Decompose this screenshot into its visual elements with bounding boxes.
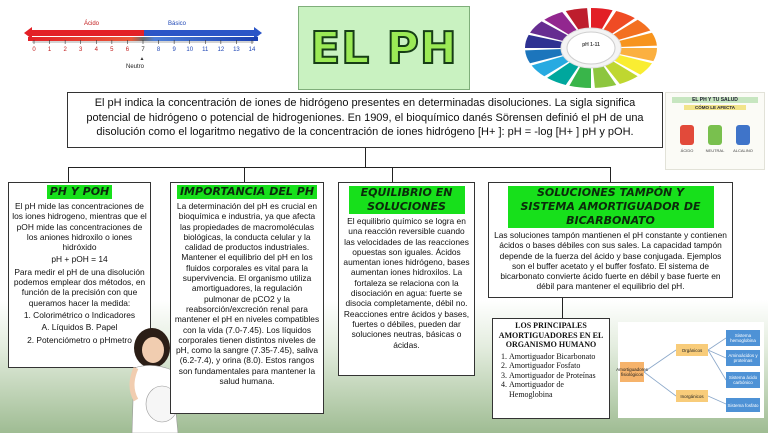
ph-poh-formula: pH + pOH = 14	[51, 254, 108, 265]
scale-tick-label: 7	[141, 47, 145, 53]
ph-color-wheel	[520, 4, 662, 92]
acid-label: Ácido	[84, 21, 100, 27]
page-title: EL PH	[310, 22, 458, 74]
connector-4	[610, 167, 611, 182]
connector-3	[392, 167, 393, 182]
scale-tick-label: 6	[125, 47, 130, 53]
scale-tick-label: 14	[248, 47, 256, 53]
importancia-text: La determinación del pH es crucial en bioquímica e industria, ya que afecta las propiedades de macromoléculas biológicas, la conducta celular y la calidad de productos industriales. Mantener el equilibrio del pH en los fluidos corporales es vital para la supervivencia. El organismo utiliza amortiguadores, la regulación pulmonar de pCO2 y la reabsorción/excreción renal para mantener el pH en niveles compatibles con la vida (7.0-7.45). Los líquidos corporales tienen distintos niveles de pH, como la sangre (7.35-7.45), saliva (6.2-7.4), y orina (8.0). Estos rangos son fundamentales para mantener la salud humana.	[174, 201, 320, 387]
amortiguador-item: 3. Amortiguador de Proteínas	[509, 371, 605, 381]
ph-poh-method-1: 1. Colorimétrico o Indicadores	[23, 309, 136, 320]
health-illustration	[665, 92, 765, 170]
svg-text:▲: ▲	[139, 56, 145, 62]
acid-figure-icon	[680, 125, 694, 145]
mini-concept-map	[618, 322, 764, 418]
alkaline-figure-icon	[736, 125, 750, 145]
scale-tick-label: 3	[79, 47, 83, 53]
section-tampon-title: SOLUCIONES TAMPÓN Y SISTEMA AMORTIGUADOR DE BICARBONATO	[508, 186, 714, 228]
scale-tick-label: 1	[47, 47, 52, 53]
page-title-box	[298, 6, 470, 90]
scale-tick-label: 2	[63, 47, 67, 53]
section-importancia-title: IMPORTANCIA DEL PH	[177, 185, 317, 199]
health-label-neutral: NEUTRAL	[705, 148, 725, 153]
scale-tick-label: 8	[156, 47, 161, 53]
health-subtitle: CÓMO LE AFECTA	[684, 105, 746, 110]
ph-poh-method-2: 2. Potenciómetro o pHmetro	[27, 334, 132, 345]
health-title: EL PH Y TU SALUD	[672, 97, 758, 103]
mini-map-leaf: Sistema hemoglobina	[726, 330, 760, 346]
scale-tick-label: 13	[233, 47, 240, 53]
scale-tick-label: 12	[217, 47, 225, 53]
mini-map-root: Amortiguadores fisiológicos	[620, 362, 644, 382]
scale-tick-label: 5	[110, 47, 114, 53]
mini-map-leaf: Sistema ácido carbónico	[726, 372, 760, 388]
mini-map-organic: Orgánicos	[676, 344, 708, 356]
section-equilibrio	[338, 182, 475, 376]
neutral-label: Neutro	[126, 64, 145, 70]
section-equilibrio-title: EQUILIBRIO EN SOLUCIONES	[349, 186, 465, 214]
mini-map-leaf: Aminoácidos y proteínas	[726, 350, 760, 366]
equilibrio-text: El equilibrio químico se logra en una reacción reversible cuando las velocidades de las reacciones opuestas son iguales. Ácidos aumentan iones hidrógeno, bases aumentan iones hidroxilos. La fortaleza se relaciona con la disociación en agua: fuerte se disocia completamente, débil no. Reacciones entre ácidos y bases, fuertes o débiles, pueden dar soluciones neutras, básicas o ácidas.	[343, 216, 470, 350]
connector-2	[244, 167, 245, 182]
amortiguadores-box	[492, 318, 610, 419]
connector-horizontal	[68, 167, 610, 168]
mini-map-leaf: Sistema fosfato	[726, 398, 760, 412]
ph-poh-text-2: Para medir el pH de una disolución podemos emplear dos métodos, en función de la precisión con que queramos hacer la medida:	[13, 266, 146, 308]
section-soluciones-tampon	[488, 182, 733, 298]
section-importancia	[170, 182, 324, 414]
ph-poh-text-1: El pH mide las concentraciones de los iones hidrogeno, mientras que el pOH mide las concentraciones de los aniones hidroxilo o iones hidróxido	[12, 201, 147, 253]
amortiguadores-list	[497, 352, 605, 400]
scale-tick-label: 0	[32, 47, 36, 53]
amortiguadores-title: LOS PRINCIPALES AMORTIGUADORES EN EL ORGANISMO HUMANO	[498, 321, 604, 349]
scale-tick-label: 9	[172, 47, 176, 53]
neutral-figure-icon	[708, 125, 722, 145]
connector-amortiguadores	[562, 298, 563, 318]
connector-1	[68, 167, 69, 182]
basic-bar	[144, 30, 256, 36]
connector-trunk	[365, 148, 366, 168]
amortiguador-item: 1. Amortiguador Bicarbonato	[509, 352, 605, 362]
scale-tick-label: 4	[94, 47, 98, 53]
intro-paragraph: El pH indica la concentración de iones de hidrógeno presentes en determinadas disoluciones. La sigla significa potencial de hidrógeno o potencial de hidrogeniones. En 1909, el bioquímico danés Sörensen definió el pH de una disolución como el logaritmo negativo de la concentración de iones hidrógeno [H+ ]: pH = -log [H+ ] pH y pOH.	[67, 92, 663, 148]
mini-map-inorganic: Inorgánicos	[676, 390, 708, 402]
basic-label: Básico	[168, 21, 187, 27]
health-label-alkaline: ALCALINO	[733, 148, 753, 153]
amortiguador-item: 4. Amortiguador de Hemoglobina	[509, 380, 605, 399]
section-ph-poh-title: PH Y POH	[47, 185, 113, 199]
scale-tick-label: 11	[202, 47, 209, 53]
scale-tick-label: 10	[186, 47, 194, 53]
amortiguador-item: 2. Amortiguador Fosfato	[509, 361, 605, 371]
tampon-text: Las soluciones tampón mantienen el pH constante y contienen ácidos o bases débiles con sus sales. La capacidad tampón depende de la fuerza del ácido y base conjugada. Ejemplos son el buffer acetato y el buffer fosfato. El sistema de bicarbonato convierte ácido fuerte en débil y base fuerte en débil para mantener el equilibrio del pH.	[494, 230, 727, 292]
ph-poh-method-1-sub: A. Líquidos B. Papel	[41, 322, 118, 333]
wheel-label: pH 1-11	[582, 42, 600, 48]
health-label-acid: ÁCIDO	[680, 148, 694, 153]
